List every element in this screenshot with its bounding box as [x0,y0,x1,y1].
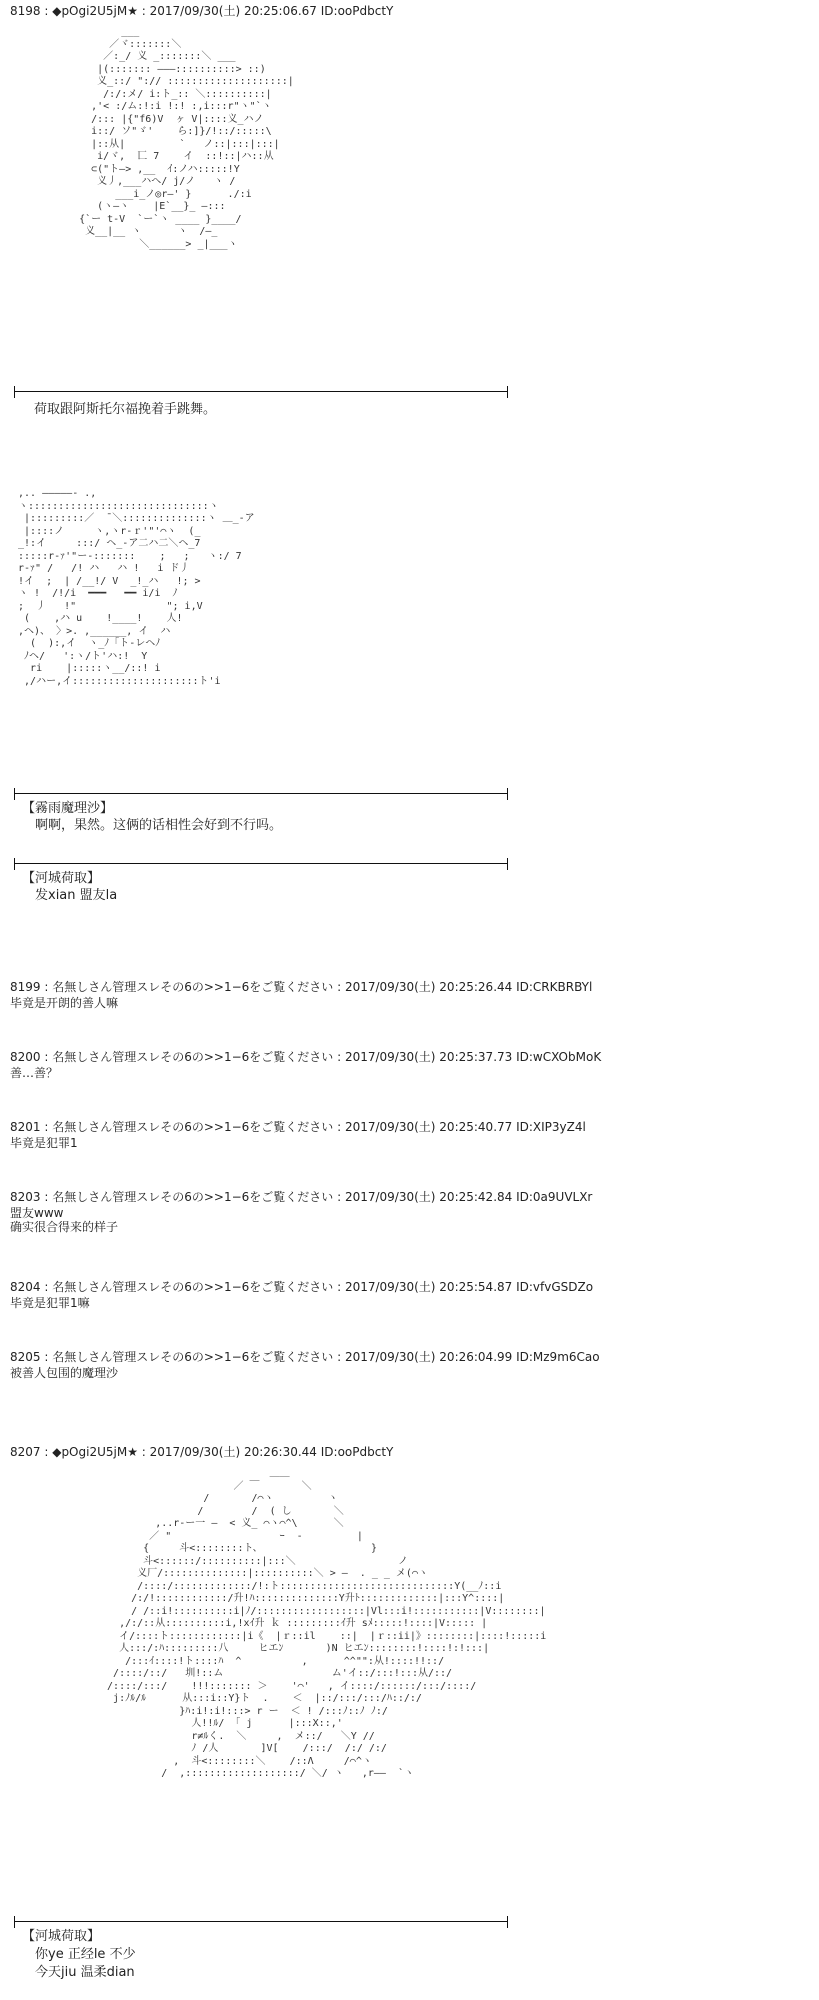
dialogue-line: 你ye 正经le 不少 [22,1947,136,1962]
comment-body: 毕竟是开朗的善人嘛 [10,996,119,1010]
dialogue-rule [14,793,508,794]
dialogue-rule [14,1921,508,1922]
ascii-art-nitori-dancing: ___ ／ヾ:::::::＼ ／:_/ 义 _:::::::＼ ___ |(::::::: ―――::::::::::> ::) 义_::/ ":// ::::::::::::::::::::| /:/:メ/ i:ト_:: ＼::::::::::| ,'< :/ム:!:i !:! :,i:::r"ヽ"`ヽ /::: |{"f6)V ヶ V|::::义_ハノ i::/ ソ"ゞ' ら:]}/!::/:::::\ |::从| ` ノ::|:::|:::| i/ヾ, 匸 7 イ ::!::|ハ::从 ⊂("ト―> ,__ ｲ:ノハ:::::!Y 义丿,___ハへ/ j/ノ ヽ / ___i_ノ◎r―' } ./:i (ヽ―ヽ |E`__}_ ―::: {`ー t-V `ー`ヽ ____ }____/ 义__|__ ヽ ヽ /―_ ＼______> _|___ヽ [79,26,294,250]
comment-body: 毕竟是犯罪1 [10,1136,78,1150]
dialogue-rule [14,391,508,392]
comment-body: 确实很合得来的样子 [10,1220,119,1234]
ascii-art-marisa: ,.. ―――――- ., ヽ::::::::::::::::::::::::::::::ヽ |:::::::::／ ̄ ＼::::::::::::::ヽ ＿_-ア |::::ノ ヽ,ヽr‐ｒ'"'⌒ヽ (_ _!:イ :::/ ヘ_-ア二ハ二＼ヘ_7 :::::r‐ｧ'"ー-::::::: ; ; ヽ:/ 7 r‐ｧ" / /! ハ ハ ! i ド丿 !イ ; | /__!/ V _!_ハ !; > ヽ ! /!/i ━━━ ━━ i/i ﾉ ; 丿 !" "; i,V ( ,ハ u !____! 人! ,ヘ)、 〉>. ,______, イ ハ ( ):,イ ヽ_ﾉ「ト-レヘﾉ ﾉヘ/ ':ヽ/ト'ハ:! Y ri |:::::ヽ__/::! i ,/ハー,イ:::::::::::::::::::::ト'i [18,488,255,687]
comment-body: 被善人包围的魔理沙 [10,1366,119,1380]
speaker-name-nitori: 【河城荷取】 [22,871,101,886]
dialogue-line: 今天jiu 温柔dian [22,1965,135,1980]
comment-body: 善…善？ [10,1066,59,1080]
ascii-art-nitori-smiling: ＿＿ ／ ￣ ＼ / /⌒ヽ ヽ / / ( し ＼ ,..r‐ー一 ― < 义_ ⌒ヽ⌒^\ ＼ ／ " ｰ - | { 斗<::::::::ト、 } 斗<::::::/::::::::::|:::＼ ノ 义厂/::::::::::::::|::::::::::＼ > ― . _ _ メ(⌒ヽ /::::/:::::::::::::/!:ト:::::::::::::::::::::::::::::Y(__ﾉ::i /:/!::::::::::::/升!ﾊ::::::::::::::Y升ﾄ:::::::::::::|:::Y^::::| / /::i!::::::::::i|ﾉ/::::::::::::::::::|Vl:::i!:::::::::::|V::::::::| ,/:/::从::::::::::i,!xｲ升 ｋ :::::::::ｲ升 sﾒ:::::!::::|V::::: | イ/::::ト::::::::::::|i《 |ｒ::il ::| |ｒ::ii|》::::::::|::::!:::::i 人:::/:ﾊ:::::::::八 ヒエﾝ )N ヒエﾝ::::::::!::::!:!:::| /:::ｲ::::!ト::::ﾊ ^ , ^^"":从!::::!!::/ /::::/::/ 圳!::ム ム'イ::/:::!:::从/::/ /::::/:::/ !!!::::::: ＞ '⌒' , イ::::/::::::/:::/::::/ j:ﾉﾙ/ﾙ 从:::i::Y}ト . ＜ |::/:::/:::/ﾊ::/:/ }ﾊ:i!:i!:::> r ー ＜ ! /:::ﾉ::ﾉ ﾉ:/ 人!!ﾙ/ 「 j |:::X::,' r≠ﾙく. ＼ , メ::/ ＼Y // ﾉ /人 ]V[ /:::/ /:/ /:/ , 斗<::::::::＼ /::Λ /⌒^ヽ / ,:::::::::::::::::::/ ＼/ ヽ ,r―― `ヽ [107,1468,547,1779]
comment-body: 毕竟是犯罪1嘛 [10,1296,90,1310]
speaker-name-nitori: 【河城荷取】 [22,1929,101,1944]
post-header: 8198 : ◆pOgi2U5jM★ : 2017/09/30(土) 20:25:06.67 ID:ooPdbctY [10,4,394,18]
narration-caption: 荷取跟阿斯托尔福挽着手跳舞。 [34,402,217,417]
post-header: 8207 : ◆pOgi2U5jM★ : 2017/09/30(土) 20:26:30.44 ID:ooPdbctY [10,1445,394,1459]
comment-header: 8201 : 名無しさん管理スレその6の>>1−6をご覧ください : 2017/09/30(土) 20:25:40.77 ID:XIP3yZ4l [10,1120,586,1134]
comment-header: 8204 : 名無しさん管理スレその6の>>1−6をご覧ください : 2017/09/30(土) 20:25:54.87 ID:vfvGSDZo [10,1280,594,1294]
comment-header: 8199 : 名無しさん管理スレその6の>>1−6をご覧ください : 2017/09/30(土) 20:25:26.44 ID:CRKBRBYl [10,980,593,994]
comment-header: 8205 : 名無しさん管理スレその6の>>1−6をご覧ください : 2017/09/30(土) 20:26:04.99 ID:Mz9m6Cao [10,1350,600,1364]
dialogue-line: 啊啊，果然。这俩的话相性会好到不行吗。 [22,818,283,833]
speaker-name-marisa: 【霧雨魔理沙】 [22,801,114,816]
dialogue-line: 发xian 盟友la [22,888,118,903]
comment-header: 8200 : 名無しさん管理スレその6の>>1−6をご覧ください : 2017/09/30(土) 20:25:37.73 ID:wCXObMoK [10,1050,602,1064]
comment-header: 8203 : 名無しさん管理スレその6の>>1−6をご覧ください : 2017/09/30(土) 20:25:42.84 ID:0a9UVLXr [10,1190,593,1204]
dialogue-rule [14,863,508,864]
comment-body: 盟友www [10,1206,64,1220]
